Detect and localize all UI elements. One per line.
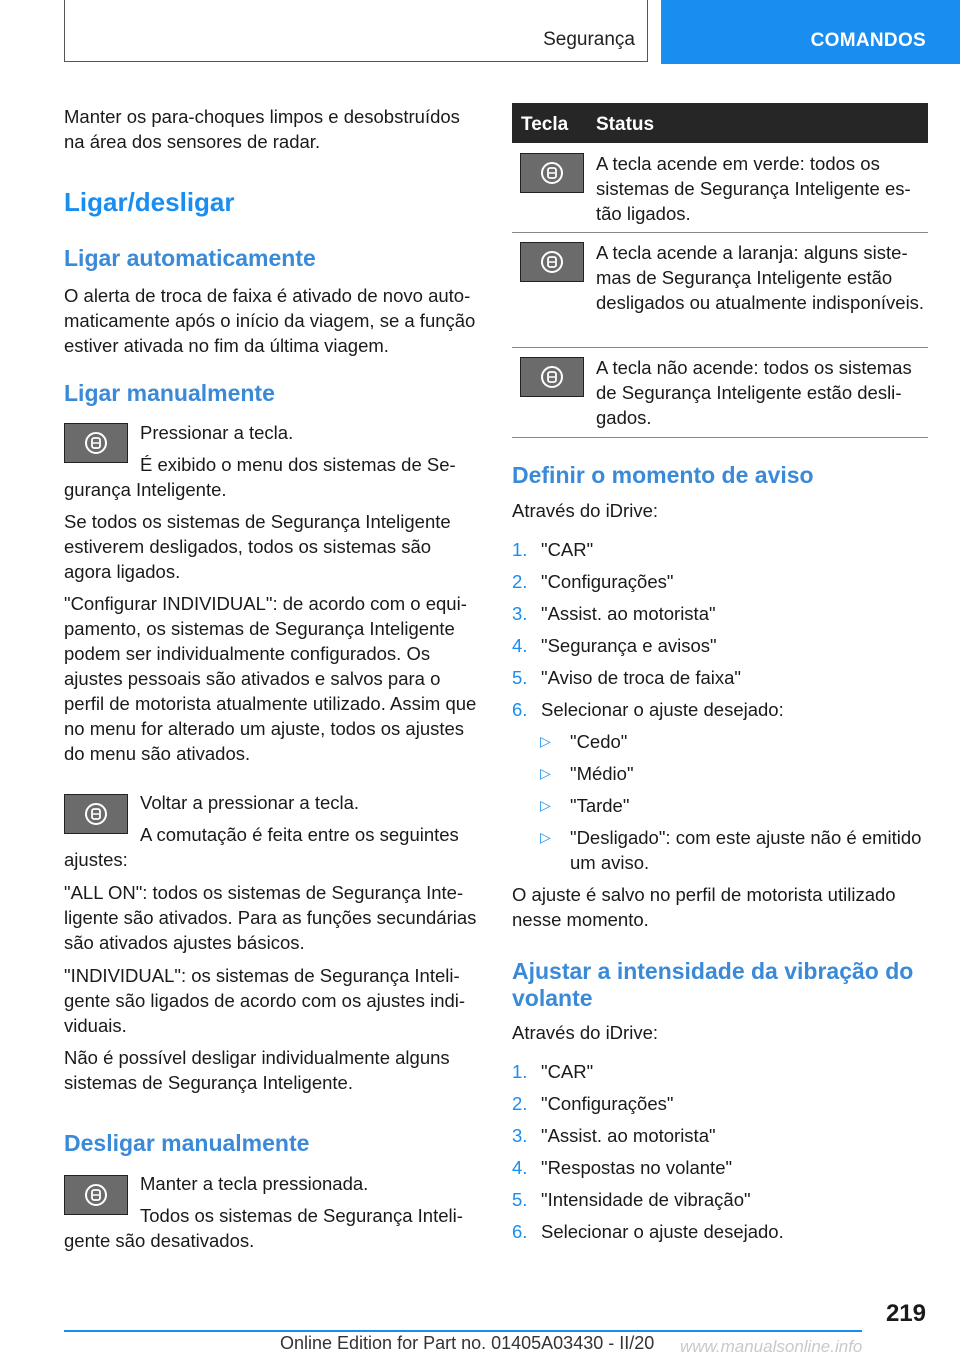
table-row [512, 143, 928, 233]
driver-assist-key-image [520, 153, 584, 193]
col-status: Status [596, 114, 655, 135]
driver-assist-key-image [64, 794, 128, 834]
via-idrive-text: Através do iDrive: [512, 1022, 658, 1043]
heading-warn-time: Definir o momento de aviso [512, 462, 814, 488]
all-on-text: "ALL ON": todos os sistemas de Segurança Inteligente são ativados. Para as funções secundárias são ativados ajustes básicos. [64, 882, 477, 953]
driver-assist-key-image [64, 423, 128, 463]
configure-text: "Configurar INDIVIDUAL": de acordo com o equipamento, os sistemas de Segurança Inteligente podem ser individualmente configurados. Os ajustes pessoais são ativados e salvos para o perfil de motorista atualmente utilizado. Assim que no menu for alterado um ajuste, todos os ajustes do menu são ativados. [64, 593, 477, 764]
header-left-box [64, 0, 648, 62]
individual-text: "INDIVIDUAL": os sistemas de Segurança Inteligente são ligados de acordo com os ajustes individuais. [64, 965, 466, 1036]
status-text: A tecla não acende: todos os sistemas de Segurança Inteligente estão desligados. [596, 357, 912, 428]
status-table-header [512, 103, 928, 143]
list-arrow-icon: ▷ [540, 829, 551, 845]
driver-assist-key-image [64, 1175, 128, 1215]
table-row [512, 232, 928, 348]
page-number: 219 [885, 1300, 926, 1327]
heading-auto: Ligar automaticamente [64, 245, 316, 271]
via-idrive-text: Através do iDrive: [512, 500, 658, 521]
status-text: A tecla acende em verde: todos os sistemas de Segurança Inteligente estão ligados. [596, 153, 911, 224]
driver-assist-key-icon [83, 1182, 109, 1208]
driver-assist-key-icon [83, 430, 109, 456]
list-arrow-icon: ▷ [540, 733, 551, 749]
all-off-text: Se todos os sistemas de Segurança Inteligente estiverem desligados, todos os sistemas são agora ligados. [64, 511, 451, 582]
header-chapter-tab [661, 0, 960, 64]
driver-assist-key-icon [83, 801, 109, 827]
deactivated-line1: Todos os sistemas de Segurança Inteli- [140, 1205, 463, 1226]
watermark: www.manualsonline.info [680, 1337, 863, 1356]
toggle-text: ajustes: [64, 849, 128, 870]
saved-text: O ajuste é salvo no perfil de motorista utilizado nesse momento. [512, 884, 896, 930]
section-title: Segurança [543, 29, 635, 50]
toggle-line1: A comutação é feita entre os seguintes [140, 824, 459, 845]
heading-vibration: Ajustar a intensidade da vibração do volante [512, 958, 914, 1011]
menu-shown-text: gurança Inteligente. [64, 479, 227, 500]
driver-assist-key-image [520, 242, 584, 282]
list-arrow-icon: ▷ [540, 765, 551, 781]
driver-assist-key-image [520, 357, 584, 397]
press-key-text: Pressionar a tecla. [140, 422, 294, 443]
press-again-text: Voltar a pressionar a tecla. [140, 792, 360, 813]
heading-manual-off: Desligar manualmente [64, 1130, 310, 1156]
chapter-title: COMANDOS [810, 30, 926, 51]
not-possible-text: Não é possível desligar individualmente alguns sistemas de Segurança Inteligente. [64, 1047, 450, 1093]
driver-assist-key-icon [539, 249, 565, 275]
status-text: A tecla acende a laranja: alguns sistemas de Segurança Inteligente estão desligados ou atualmente indisponíveis. [596, 242, 925, 313]
intro-text: Manter os para-choques limpos e desobstruídos na área dos sensores de radar. [64, 106, 460, 152]
menu-shown-line1: É exibido o menu dos sistemas de Se- [140, 454, 456, 475]
footer-divider [64, 1330, 862, 1332]
list-arrow-icon: ▷ [540, 797, 551, 813]
driver-assist-key-icon [539, 364, 565, 390]
auto-text: O alerta de troca de faixa é ativado de novo automaticamente após o início da viagem, se a função estiver ativada no fim da última viagem. [64, 285, 476, 356]
deactivated-text: gente são desativados. [64, 1230, 255, 1251]
edition-text: Online Edition for Part no. 01405A03430 - II/20 [280, 1333, 655, 1353]
heading-manual-on: Ligar manualmente [64, 380, 275, 406]
col-key: Tecla [521, 114, 569, 135]
driver-assist-key-icon [539, 160, 565, 186]
hold-key-text: Manter a tecla pressionada. [140, 1173, 369, 1194]
heading-switch: Ligar/desligar [64, 187, 235, 217]
table-row [512, 347, 928, 438]
